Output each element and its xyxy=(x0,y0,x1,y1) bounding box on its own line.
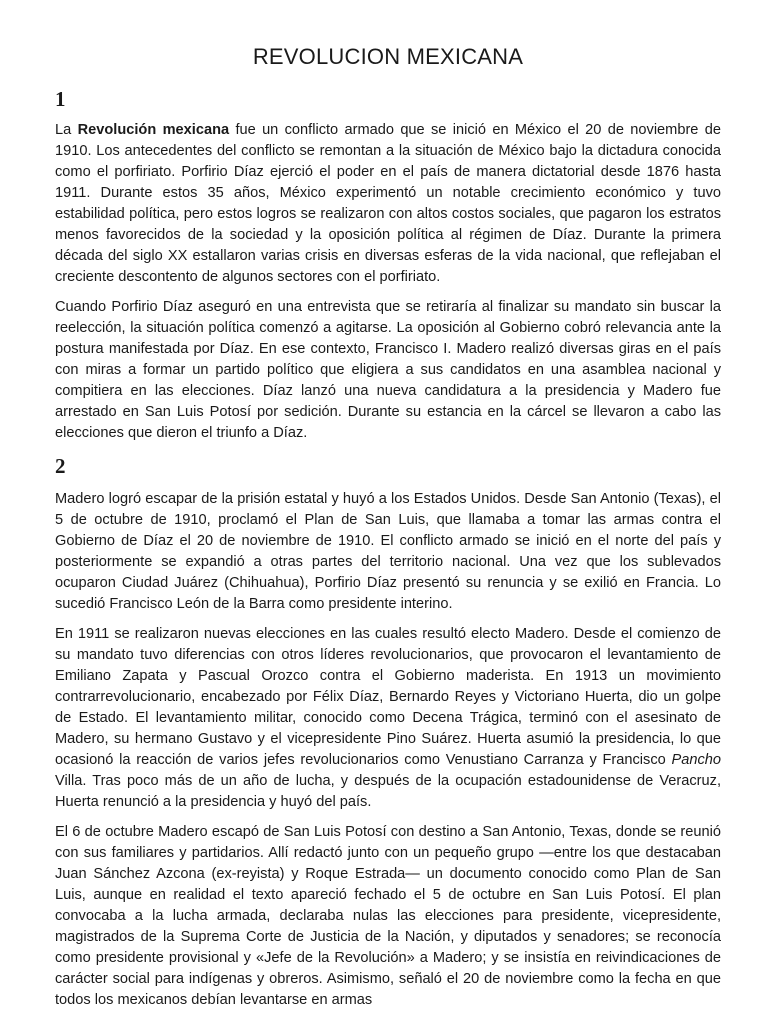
section-number-2: 2 xyxy=(55,454,66,478)
section-2-paragraph-1: Madero logró escapar de la prisión estatal y huyó a los Estados Unidos. Desde San Antonio (Texas), el 5 de octubre de 1910, proclamó el Plan de San Luis, que llamaba a tomar las armas contra el Gobierno de Díaz el 20 de noviembre de 1910. El conflicto armado se inició en el norte del país y posteriormente se expandió a otras partes del territorio nacional. Una vez que los sublevados ocuparon Ciudad Juárez (Chihuahua), Porfirio Díaz presentó su renuncia y se exilió en Francia. Lo sucedió Francisco León de la Barra como presidente interino. xyxy=(55,491,721,612)
section-1-paragraph-2: Cuando Porfirio Díaz aseguró en una entrevista que se retiraría al finalizar su mandato sin buscar la reelección, la situación política comenzó a agitarse. La oposición al Gobierno cobró relevancia ante la postura manifestada por Díaz. En ese contexto, Francisco I. Madero realizó diversas giras en el país con miras a formar un partido político que eligiera a sus candidatos en una asamblea nacional y compitiera en las elecciones. Díaz lanzó una nueva candidatura a la presidencia y Madero fue arrestado en San Luis Potosí por sedición. Durante su estancia en la cárcel se llevaron a cabo las elecciones que dieron el triunfo a Díaz. xyxy=(55,299,721,441)
paragraph-body-text: fue un conflicto armado que se inició en México el 20 de noviembre de 1910. Los antecedentes del conflicto se remontan a la situación de México bajo la dictadura conocida como el porfiriato. Porfirio Díaz ejerció el poder en el país de manera dictatorial desde 1876 hasta 1911. Durante estos 35 años, México experimentó un notable crecimiento económico y tuvo estabilidad política, pero estos logros se realizaron con altos costos sociales, que pagaron los estratos menos favorecidos de la sociedad y la oposición política al régimen de Díaz. Durante la primera década del siglo XX estallaron varias crisis en diversas esferas de la vida nacional, que reflejaban el creciente descontento de algunos sectores con el porfiriato. xyxy=(55,122,721,285)
section-2-paragraph-2 xyxy=(55,624,721,813)
italic-nickname: Pancho xyxy=(671,752,721,768)
document-title: REVOLUCION MEXICANA xyxy=(252,44,524,69)
paragraph-lead-text: La xyxy=(55,122,78,138)
paragraph-text-before: En 1911 se realizaron nuevas elecciones en las cuales resultó electo Madero. Desde el comienzo de su mandato tuvo diferencias con otros líderes revolucionarios, que provocaron el levantamiento de Emiliano Zapata y Pascual Orozco contra el Gobierno maderista. En 1913 un movimiento contrarrevolucionario, encabezado por Félix Díaz, Bernardo Reyes y Victoriano Huerta, dio un golpe de Estado. El levantamiento militar, conocido como Decena Trágica, terminó con el asesinato de Madero, su hermano Gustavo y el vicepresidente Pino Suárez. Huerta asumió la presidencia, lo que ocasionó la reacción de varios jefes revolucionarios como Venustiano Carranza y Francisco xyxy=(55,626,721,768)
section-1-paragraph-1 xyxy=(55,120,721,288)
section-2-paragraph-3: El 6 de octubre Madero escapó de San Luis Potosí con destino a San Antonio, Texas, donde se reunió con sus familiares y partidarios. Allí redactó junto con un pequeño grupo —entre los que destacaban Juan Sánchez Azcona (ex-reyista) y Roque Estrada— un documento conocido como Plan de San Luis, aunque en realidad el texto apareció fechado el 5 de octubre en San Luis Potosí. El plan convocaba a la lucha armada, declaraba nulas las elecciones para presidente, vicepresidente, magistrados de la Suprema Corte de Justicia de la Nación, y diputados y senadores; se reconocía como presidente provisional y «Jefe de la Revolución» a Madero; y se insistía en reivindicaciones de carácter social para indígenas y obreros. Asimismo, señaló el 20 de noviembre como la fecha en que todos los mexicanos debían levantarse en armas xyxy=(55,824,721,1008)
section-number-1: 1 xyxy=(55,87,66,111)
bold-term: Revolución mexicana xyxy=(77,122,230,138)
paragraph-text-after: Villa. Tras poco más de un año de lucha, y después de la ocupación estadounidense de Veracruz, Huerta renunció a la presidencia y huyó del país. xyxy=(55,773,721,810)
